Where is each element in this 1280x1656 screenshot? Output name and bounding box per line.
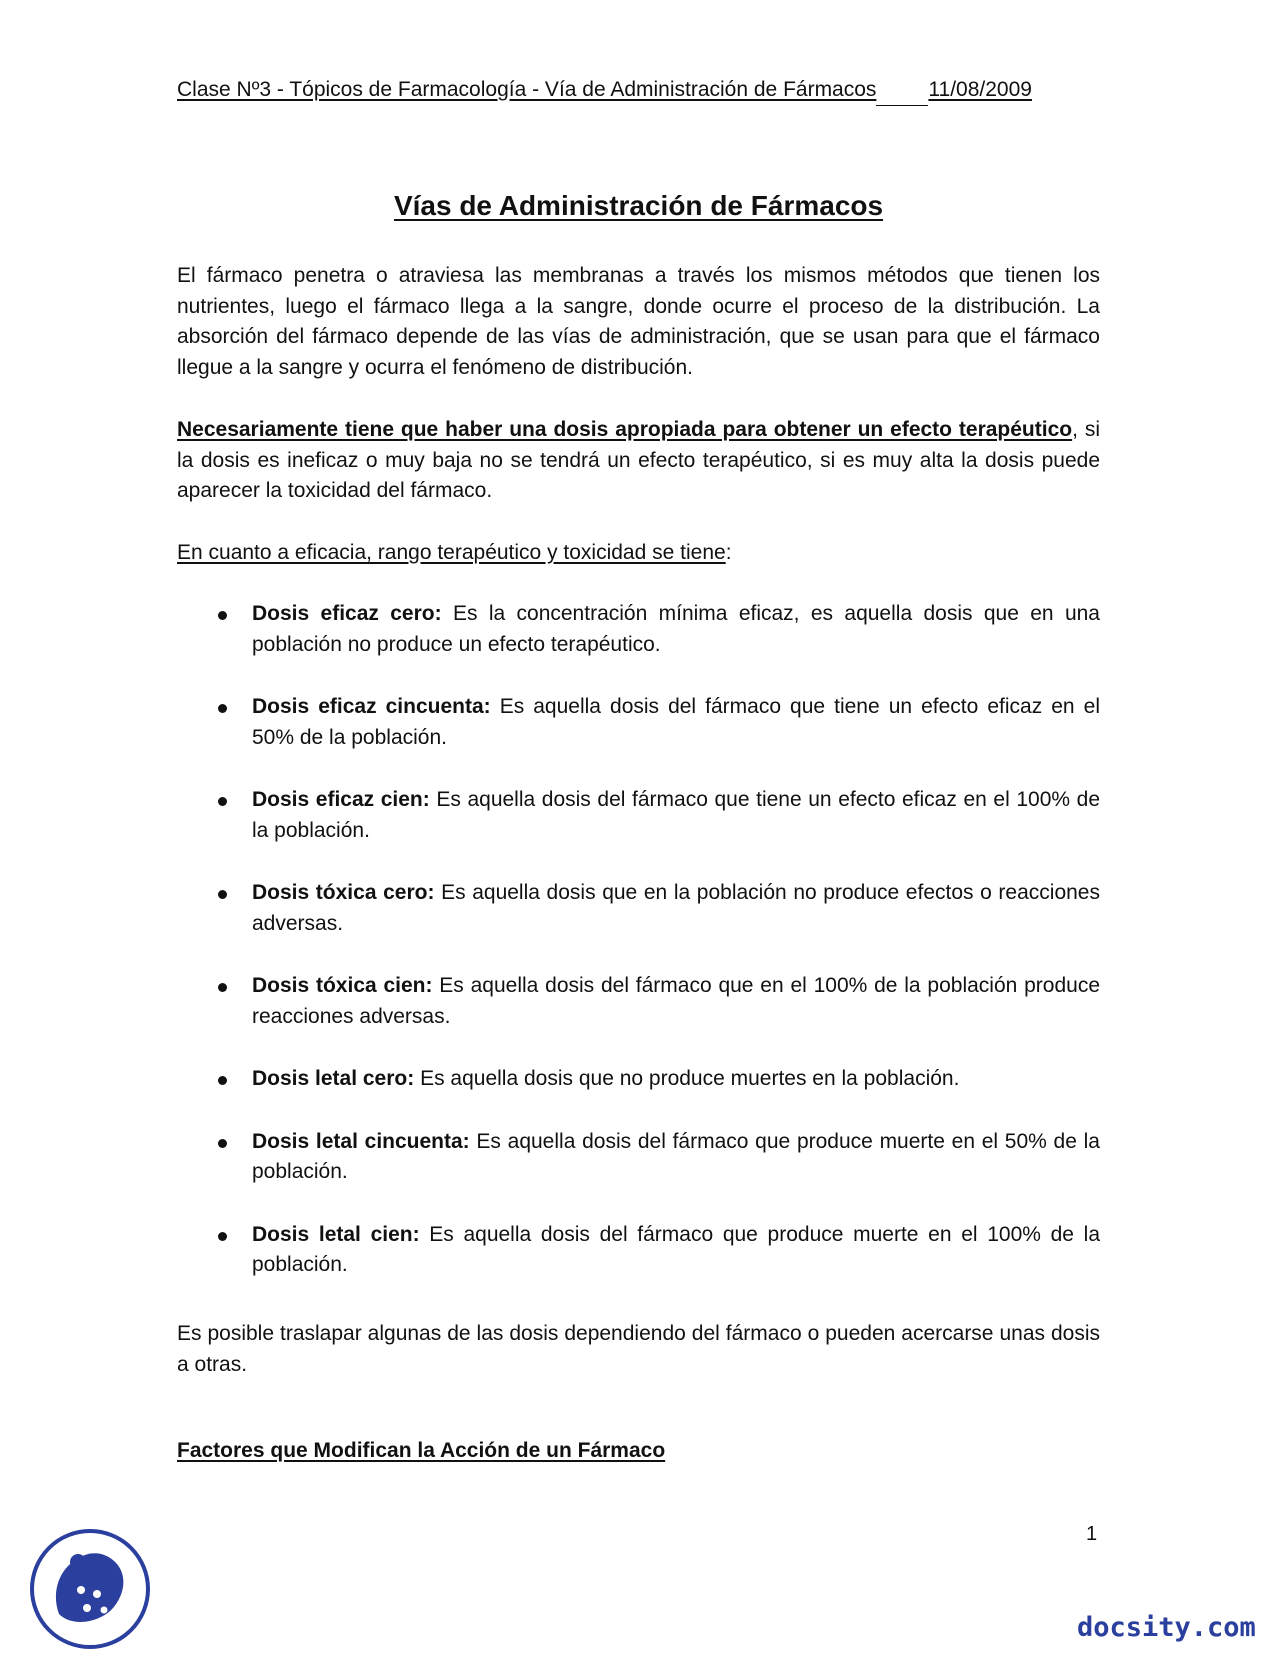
- bullet-icon: [218, 890, 227, 899]
- bullet-icon: [218, 611, 227, 620]
- definition-term: Dosis letal cero:: [252, 1067, 415, 1090]
- header-rule: [876, 83, 928, 106]
- section-heading: [177, 1436, 665, 1466]
- definition-term: Dosis letal cien:: [252, 1222, 420, 1246]
- docsity-logo-icon[interactable]: [29, 1528, 151, 1650]
- list-intro-suffix: :: [725, 541, 732, 564]
- definition-term: Dosis eficaz cien:: [252, 788, 430, 811]
- definition-term: Dosis eficaz cincuenta:: [252, 695, 491, 718]
- dose-paragraph: [177, 415, 1100, 507]
- definition-term: Dosis tóxica cien:: [252, 974, 433, 997]
- bullet-icon: [218, 704, 227, 713]
- intro-paragraph: El fármaco penetra o atraviesa las membranas a través los mismos métodos que tienen los nutrientes, luego el fármaco llega a la sangre, donde ocurre el proceso de la distribución. La absorción del fármaco depende de las vías de administración, que se usan para que el fármaco llegue a la sangre y ocurra el fenómeno de distribución.: [177, 264, 1100, 379]
- header-date: 11/08/2009: [928, 78, 1032, 101]
- list-intro-underlined: En cuanto a eficacia, rango terapéutico y toxicidad se tiene: [177, 541, 726, 564]
- list-item: [177, 692, 1100, 753]
- definition-text: Es aquella dosis del fármaco que en el 100% de la población produce reacciones adversas.: [252, 974, 1101, 1028]
- definition-term: Dosis letal cincuenta:: [252, 1129, 470, 1153]
- closing-paragraph: Es posible traslapar algunas de las dosis dependiendo del fármaco o pueden acercarse unas dosis a otras.: [177, 1322, 1100, 1376]
- dose-rest: , si la dosis es ineficaz o muy baja no se tendrá un efecto terapéutico, si es muy alta la dosis puede aparecer la toxicidad del fármaco.: [177, 418, 1100, 502]
- docsity-brand[interactable]: docsity.com: [1077, 1612, 1256, 1643]
- list-item: [177, 785, 1100, 846]
- definition-text: Es aquella dosis del fármaco que tiene un efecto eficaz en el 100% de la población.: [252, 788, 1101, 842]
- list-item: [177, 1220, 1100, 1281]
- list-item: [177, 1127, 1100, 1188]
- definition-term: Dosis tóxica cero:: [252, 881, 435, 904]
- bullet-icon: [218, 1139, 227, 1148]
- document-title: [177, 188, 1100, 224]
- list-item: [177, 599, 1100, 660]
- header-title: Clase Nº3 - Tópicos de Farmacología - Vía de Administración de Fármacos: [177, 78, 877, 101]
- list-item: [177, 1064, 1100, 1095]
- definition-text: Es aquella dosis del fármaco que produce muerte en el 50% de la población.: [252, 1129, 1100, 1183]
- list-intro: [177, 538, 1100, 569]
- page-header: [177, 74, 1100, 106]
- page-number: 1: [1086, 1523, 1098, 1545]
- list-item: [177, 971, 1100, 1032]
- bullet-icon: [218, 983, 227, 992]
- section-heading-text: Factores que Modifican la Acción de un Fármaco: [177, 1439, 666, 1462]
- list-item: [177, 878, 1100, 939]
- definition-text: Es aquella dosis que no produce muertes en la población.: [414, 1067, 960, 1090]
- bullet-icon: [218, 797, 227, 806]
- definition-text: Es la concentración mínima eficaz, es aquella dosis que en una población no produce un efecto terapéutico.: [252, 602, 1100, 656]
- definition-text: Es aquella dosis del fármaco que tiene un efecto eficaz en el 50% de la población.: [252, 695, 1100, 749]
- dose-emphasis: Necesariamente tiene que haber una dosis apropiada para obtener un efecto terapéutico: [177, 418, 1073, 441]
- document-title-text: Vías de Administración de Fármacos: [393, 190, 884, 221]
- definition-term: Dosis eficaz cero:: [252, 602, 442, 625]
- definition-text: Es aquella dosis que en la población no produce efectos o reacciones adversas.: [252, 881, 1100, 935]
- bullet-icon: [218, 1076, 227, 1085]
- definitions-list: [177, 599, 1100, 1313]
- bullet-icon: [218, 1232, 227, 1241]
- definition-text: Es aquella dosis del fármaco que produce muerte en el 100% de la población.: [252, 1222, 1101, 1276]
